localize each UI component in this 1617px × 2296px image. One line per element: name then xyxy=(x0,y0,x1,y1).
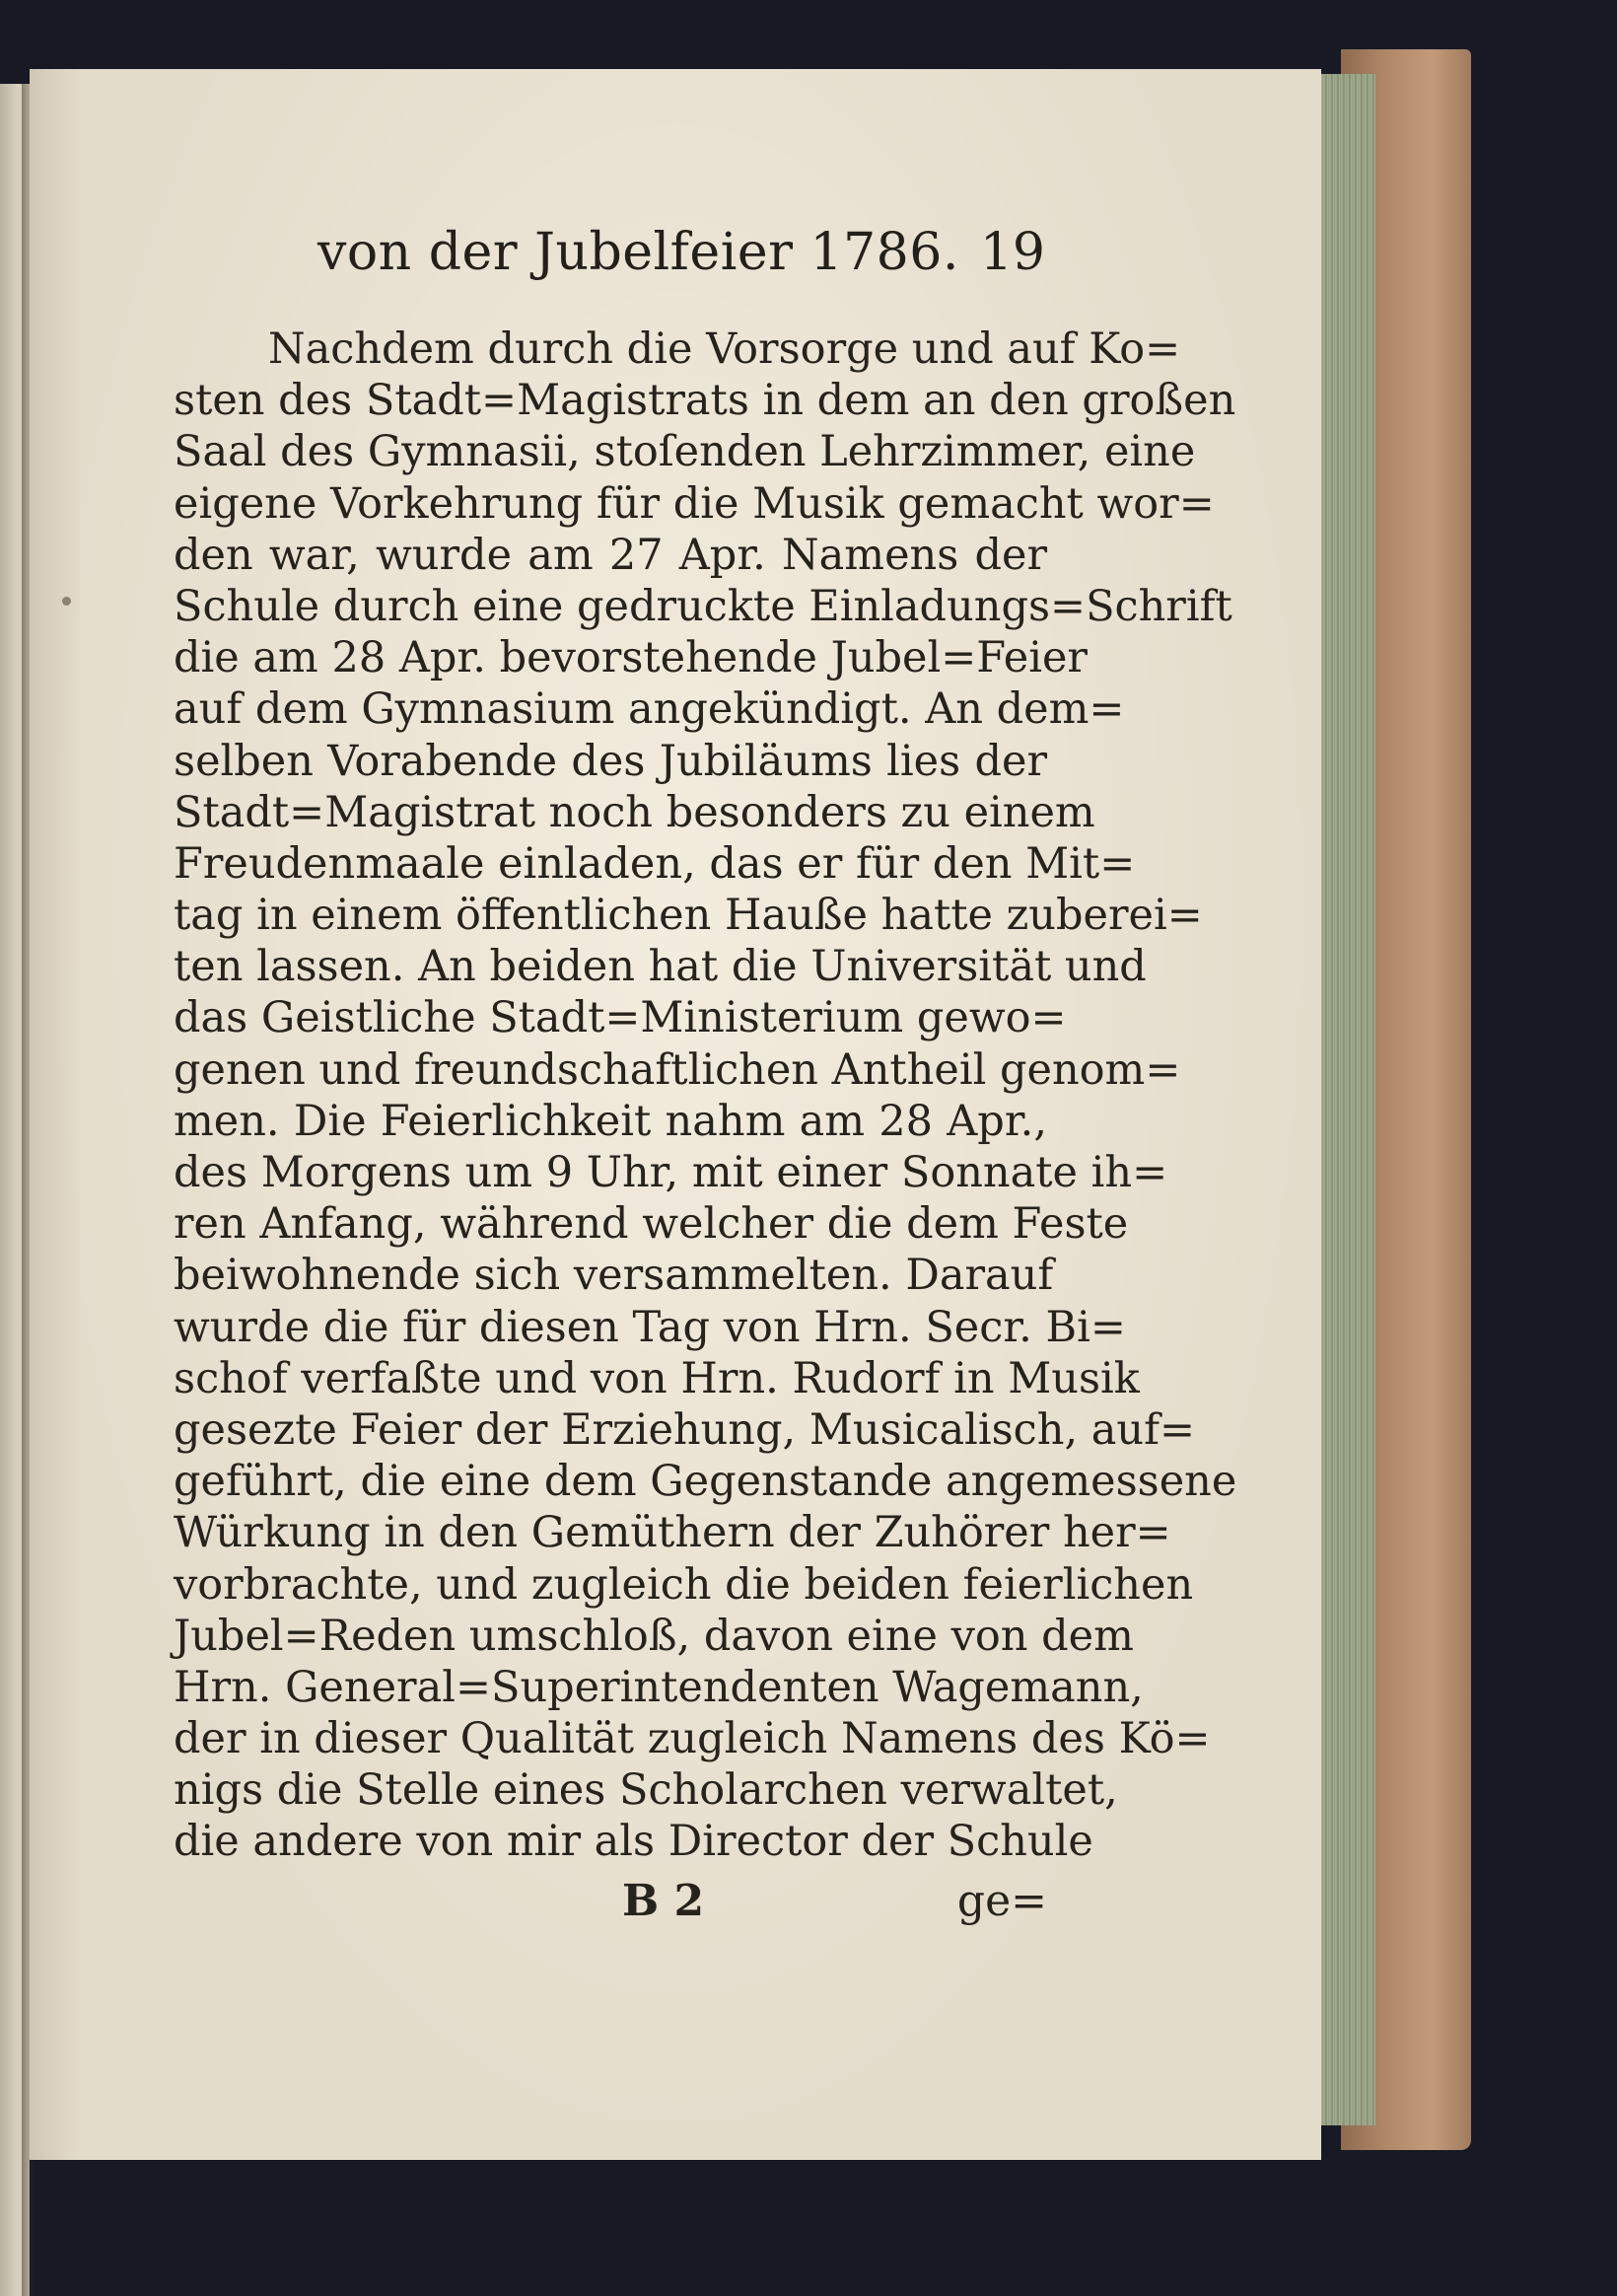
text-line: des Morgens um 9 Uhr, mit einer Sonnate ih= xyxy=(174,1148,1168,1197)
catchword: ge= xyxy=(956,1876,1047,1926)
text-line: ren Anfang, während welcher die dem Feste xyxy=(174,1199,1129,1250)
text-line: gesezte Feier der Erziehung, Musicalisch, auf= xyxy=(174,1404,1196,1455)
text-line: auf dem Gymnasium angekündigt. An dem= xyxy=(174,684,1125,735)
text-line: wurde die für diesen Tag von Hrn. Secr. Bi= xyxy=(174,1302,1126,1352)
page-edges xyxy=(1316,74,1375,2125)
running-title: von der Jubelfeier 1786. xyxy=(317,223,959,282)
text-line: nigs die Stelle eines Scholarchen verwaltet, xyxy=(174,1765,1118,1816)
text-line: Schule durch eine gedruckte Einladungs=Schrift xyxy=(174,581,1232,631)
text-line: den war, wurde am 27 Apr. Namens der xyxy=(174,530,1047,580)
text-line: das Geistliche Stadt=Ministerium gewo= xyxy=(174,993,1067,1043)
text-line: schof verfaßte und von Hrn. Rudorf in Musik xyxy=(174,1353,1140,1403)
text-line: die am 28 Apr. bevorstehende Jubel=Feier xyxy=(174,633,1088,683)
signature-mark: B 2 xyxy=(622,1876,705,1926)
text-line: eigene Vorkehrung für die Musik gemacht wor= xyxy=(174,478,1215,529)
text-line: die andere von mir als Director der Schule xyxy=(174,1817,1093,1867)
text-line: genen und freundschaftlichen Antheil genom= xyxy=(174,1044,1181,1095)
text-line: Stadt=Magistrat noch besonders zu einem xyxy=(174,787,1095,837)
text-line: selben Vorabende des Jubiläums lies der xyxy=(174,736,1047,786)
paper-spot xyxy=(62,597,71,606)
text-line: vorbrachte, und zugleich die beiden feierlichen xyxy=(174,1559,1194,1610)
text-line: beiwohnende sich versammelten. Darauf xyxy=(174,1251,1054,1301)
text-line: men. Die Feierlichkeit nahm am 28 Apr., xyxy=(174,1096,1047,1146)
body-text xyxy=(174,323,1237,1868)
page-header xyxy=(317,223,1045,292)
text-line: tag in einem öffentlichen Hauße hatte zuberei= xyxy=(174,891,1203,941)
text-line: Jubel=Reden umschloß, davon eine von dem xyxy=(174,1611,1134,1661)
page-number: 19 xyxy=(979,223,1045,282)
text-line: Nachdem durch die Vorsorge und auf Ko= xyxy=(268,324,1181,374)
text-line: ten lassen. An beiden hat die Universität und xyxy=(174,942,1147,992)
page-footer xyxy=(174,1876,1047,1935)
text-line: Saal des Gymnasii, stoſenden Lehrzimmer, eine xyxy=(174,427,1196,477)
text-line: Freudenmaale einladen, das er für den Mit= xyxy=(174,838,1136,889)
text-line: der in dieser Qualität zugleich Namens des Kö= xyxy=(174,1714,1211,1764)
text-line: sten des Stadt=Magistrats in dem an den großen xyxy=(174,376,1236,426)
text-line: geführt, die eine dem Gegenstande angemessene xyxy=(174,1457,1237,1507)
text-line: Hrn. General=Superintendenten Wagemann, xyxy=(174,1662,1144,1712)
text-line: Würkung in den Gemüthern der Zuhörer her= xyxy=(174,1508,1171,1558)
